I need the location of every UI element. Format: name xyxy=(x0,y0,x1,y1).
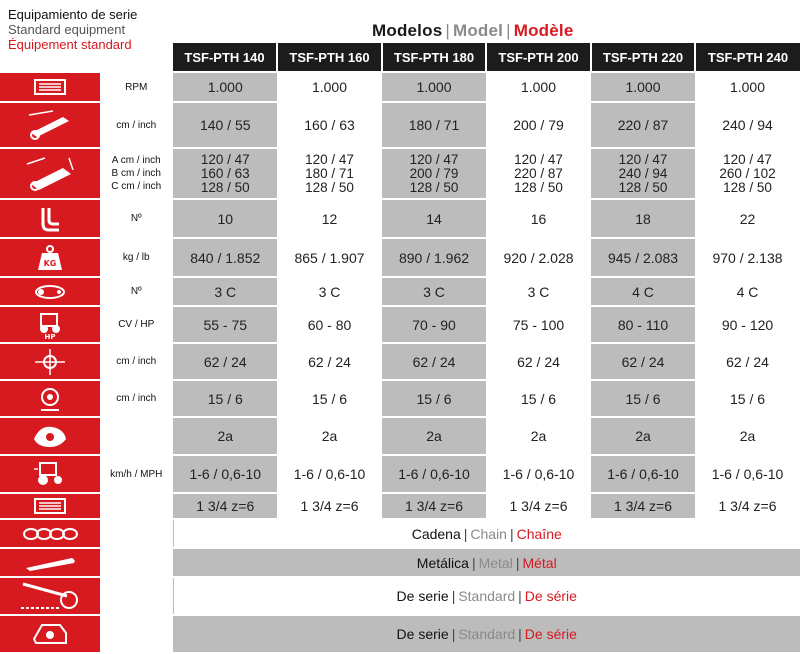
value-cell: 1.000 xyxy=(173,72,277,102)
svg-text:HP: HP xyxy=(44,332,56,340)
value-cell: 1 3/4 z=6 xyxy=(173,493,277,519)
spec-row-blades xyxy=(0,199,800,238)
unit-label: km/h / MPH xyxy=(100,455,173,493)
spec-row-working-width xyxy=(0,102,800,148)
separator: | xyxy=(509,525,514,542)
roller-icon xyxy=(0,577,100,615)
value-es: Metálica xyxy=(416,554,469,571)
spec-row-hitch xyxy=(0,615,800,653)
models-heading-fr: Modèle xyxy=(513,21,574,40)
value-en: Chain xyxy=(470,525,507,542)
blades-icon xyxy=(0,199,100,238)
separator: | xyxy=(451,626,456,642)
value-line: 200 / 79 xyxy=(409,165,459,181)
value-cell: 180 / 71 xyxy=(382,102,486,148)
value-cell: 1.000 xyxy=(277,72,382,102)
separator: | xyxy=(518,588,522,604)
value-cell-multi xyxy=(486,148,591,199)
equipment-title-es: Equipamiento de serie xyxy=(8,7,138,22)
depth-icon xyxy=(0,343,100,380)
value-cell: 15 / 6 xyxy=(277,380,382,417)
value-line: 120 / 47 xyxy=(514,151,563,167)
value-cell: 3 C xyxy=(382,277,486,306)
spec-row-pto xyxy=(0,493,800,519)
value-es: Cadena xyxy=(411,525,461,542)
unit-line-c: C cm / inch xyxy=(111,181,162,192)
value-cell: 1-6 / 0,6-10 xyxy=(486,455,591,493)
spec-row-dimensions xyxy=(0,148,800,199)
skid-value xyxy=(173,548,800,577)
header-blank-icon-cell xyxy=(0,43,100,72)
value-cell: 1-6 / 0,6-10 xyxy=(591,455,695,493)
value-cell-multi xyxy=(591,148,695,199)
unit-label: cm / inch xyxy=(100,343,173,380)
value-line: 120 / 47 xyxy=(409,151,459,167)
value-line: 120 / 47 xyxy=(723,151,772,167)
value-cell: 2a xyxy=(382,417,486,455)
roller-value xyxy=(173,577,800,615)
models-heading-separator: | xyxy=(445,21,450,40)
value-cell: 62 / 24 xyxy=(486,343,591,380)
value-cell: 90 - 120 xyxy=(695,306,800,343)
models-heading-separator: | xyxy=(506,21,511,40)
value-cell: 970 / 2.138 xyxy=(695,238,800,277)
value-cell: 840 / 1.852 xyxy=(173,238,277,277)
models-heading-en: Model xyxy=(452,21,504,40)
value-fr: Chaîne xyxy=(516,525,562,542)
value-cell: 15 / 6 xyxy=(486,380,591,417)
unit-label xyxy=(100,417,173,455)
value-cell: 3 C xyxy=(277,277,382,306)
value-cell: 12 xyxy=(277,199,382,238)
value-cell: 15 / 6 xyxy=(173,380,277,417)
rotor-diameter-icon xyxy=(0,380,100,417)
unit-label: kg / lb xyxy=(100,238,173,277)
tractor-speed-icon xyxy=(0,455,100,493)
value-cell: 15 / 6 xyxy=(695,380,800,417)
value-cell: 22 xyxy=(695,199,800,238)
skid-icon xyxy=(0,548,100,577)
value-cell: 2a xyxy=(486,417,591,455)
pto-shaft-icon xyxy=(0,493,100,519)
value-cell-multi xyxy=(173,148,277,199)
separator: | xyxy=(471,554,476,571)
value-cell: 62 / 24 xyxy=(382,343,486,380)
model-header-220: TSF-PTH 220 xyxy=(591,43,695,72)
value-cell: 1-6 / 0,6-10 xyxy=(277,455,382,493)
unit-label xyxy=(100,493,173,519)
separator: | xyxy=(463,525,468,542)
value-cell: 2a xyxy=(277,417,382,455)
model-header-140: TSF-PTH 140 xyxy=(173,43,277,72)
value-cell: 15 / 6 xyxy=(382,380,486,417)
spec-row-belts xyxy=(0,277,800,306)
value-line: 128 / 50 xyxy=(409,179,459,195)
value-cell: 3 C xyxy=(486,277,591,306)
model-header-200: TSF-PTH 200 xyxy=(486,43,591,72)
value-cell: 70 - 90 xyxy=(382,306,486,343)
svg-text:KG: KG xyxy=(43,258,57,268)
value-cell: 1.000 xyxy=(486,72,591,102)
separator: | xyxy=(451,588,456,604)
value-cell: 18 xyxy=(591,199,695,238)
unit-label-empty xyxy=(100,519,173,548)
unit-label: RPM xyxy=(100,72,173,102)
model-header-180: TSF-PTH 180 xyxy=(382,43,486,72)
value-cell: 3 C xyxy=(173,277,277,306)
models-heading-es: Modelos xyxy=(372,21,443,40)
value-line: 220 / 87 xyxy=(514,165,563,181)
value-cell: 62 / 24 xyxy=(173,343,277,380)
value-cell: 240 / 94 xyxy=(695,102,800,148)
value-en: Standard xyxy=(458,626,516,642)
separator: | xyxy=(515,554,520,571)
value-cell: 220 / 87 xyxy=(591,102,695,148)
equipment-title-en: Standard equipment xyxy=(8,22,126,37)
unit-label: Nº xyxy=(100,199,173,238)
value-cell: 60 - 80 xyxy=(277,306,382,343)
value-cell: 62 / 24 xyxy=(277,343,382,380)
equipment-title-fr: Équipement standard xyxy=(8,37,132,52)
value-cell: 15 / 6 xyxy=(591,380,695,417)
value-cell: 55 - 75 xyxy=(173,306,277,343)
unit-label-empty xyxy=(100,577,173,615)
value-line: 260 / 102 xyxy=(719,165,776,181)
spec-row-weight xyxy=(0,238,800,277)
value-cell: 945 / 2.083 xyxy=(591,238,695,277)
value-cell: 1-6 / 0,6-10 xyxy=(173,455,277,493)
value-fr: De série xyxy=(524,588,577,604)
value-es: De serie xyxy=(396,588,449,604)
value-cell: 920 / 2.028 xyxy=(486,238,591,277)
separator: | xyxy=(518,626,522,642)
models-heading xyxy=(372,21,573,41)
belts-icon xyxy=(0,277,100,306)
unit-label: cm / inch xyxy=(100,380,173,417)
value-cell: 4 C xyxy=(695,277,800,306)
spec-table xyxy=(0,43,800,654)
value-fr: Métal xyxy=(522,554,557,571)
value-cell: 890 / 1.962 xyxy=(382,238,486,277)
value-cell: 140 / 55 xyxy=(173,102,277,148)
spec-row-chain xyxy=(0,519,800,548)
header-blank-unit-cell xyxy=(100,43,173,72)
spec-row-depth xyxy=(0,343,800,380)
gearbox-icon xyxy=(0,72,100,102)
value-cell-multi xyxy=(382,148,486,199)
weight-kg-icon xyxy=(0,238,100,277)
unit-label: CV / HP xyxy=(100,306,173,343)
value-es: De serie xyxy=(396,626,449,642)
spec-row-power xyxy=(0,306,800,343)
value-cell: 2a xyxy=(591,417,695,455)
value-cell: 1.000 xyxy=(591,72,695,102)
value-line: 180 / 71 xyxy=(305,165,354,181)
value-cell: 1.000 xyxy=(695,72,800,102)
value-cell: 865 / 1.907 xyxy=(277,238,382,277)
hitch-value xyxy=(173,615,800,653)
unit-label: Nº xyxy=(100,277,173,306)
value-cell: 1 3/4 z=6 xyxy=(277,493,382,519)
value-line: 128 / 50 xyxy=(514,179,563,195)
spec-row-speed xyxy=(0,455,800,493)
value-cell: 1-6 / 0,6-10 xyxy=(382,455,486,493)
value-cell: 16 xyxy=(486,199,591,238)
chain-icon xyxy=(0,519,100,548)
value-cell: 1-6 / 0,6-10 xyxy=(695,455,800,493)
value-line: 120 / 47 xyxy=(305,151,354,167)
value-cell: 4 C xyxy=(591,277,695,306)
spec-row-rotor xyxy=(0,417,800,455)
value-cell: 62 / 24 xyxy=(695,343,800,380)
value-en: Standard xyxy=(458,588,516,604)
value-line: 160 / 63 xyxy=(200,165,250,181)
value-cell: 2a xyxy=(695,417,800,455)
value-line: 120 / 47 xyxy=(618,151,668,167)
value-cell: 1 3/4 z=6 xyxy=(695,493,800,519)
value-cell: 62 / 24 xyxy=(591,343,695,380)
model-header-240: TSF-PTH 240 xyxy=(695,43,800,72)
value-line: 240 / 94 xyxy=(618,165,668,181)
value-cell-multi xyxy=(695,148,800,199)
value-cell: 2a xyxy=(173,417,277,455)
unit-label: cm / inch xyxy=(100,102,173,148)
value-cell: 1.000 xyxy=(382,72,486,102)
value-cell: 1 3/4 z=6 xyxy=(382,493,486,519)
value-en: Metal xyxy=(478,554,513,571)
unit-label-empty xyxy=(100,615,173,653)
dimensions-icon xyxy=(0,148,100,199)
unit-label-multi xyxy=(100,148,173,199)
value-cell-multi xyxy=(277,148,382,199)
spec-row-roller xyxy=(0,577,800,615)
value-line: 128 / 50 xyxy=(200,179,250,195)
rotor-icon xyxy=(0,417,100,455)
chain-value xyxy=(173,519,800,548)
unit-label-empty xyxy=(100,548,173,577)
value-cell: 200 / 79 xyxy=(486,102,591,148)
model-header-row xyxy=(0,43,800,72)
spec-row-rotor-diameter xyxy=(0,380,800,417)
hitch-icon xyxy=(0,615,100,653)
value-cell: 1 3/4 z=6 xyxy=(486,493,591,519)
value-cell: 160 / 63 xyxy=(277,102,382,148)
tractor-hp-icon xyxy=(0,306,100,343)
value-cell: 75 - 100 xyxy=(486,306,591,343)
spec-row-rpm xyxy=(0,72,800,102)
value-line: 128 / 50 xyxy=(723,179,772,195)
value-cell: 10 xyxy=(173,199,277,238)
value-fr: De série xyxy=(524,626,577,642)
value-cell: 14 xyxy=(382,199,486,238)
value-line: 128 / 50 xyxy=(305,179,354,195)
unit-line-a: A cm / inch xyxy=(111,155,161,166)
spec-row-skid xyxy=(0,548,800,577)
unit-line-b: B cm / inch xyxy=(111,168,161,179)
working-width-icon xyxy=(0,102,100,148)
value-cell: 1 3/4 z=6 xyxy=(591,493,695,519)
value-line: 128 / 50 xyxy=(618,179,668,195)
value-line: 120 / 47 xyxy=(200,151,250,167)
value-cell: 80 - 110 xyxy=(591,306,695,343)
model-header-160: TSF-PTH 160 xyxy=(277,43,382,72)
